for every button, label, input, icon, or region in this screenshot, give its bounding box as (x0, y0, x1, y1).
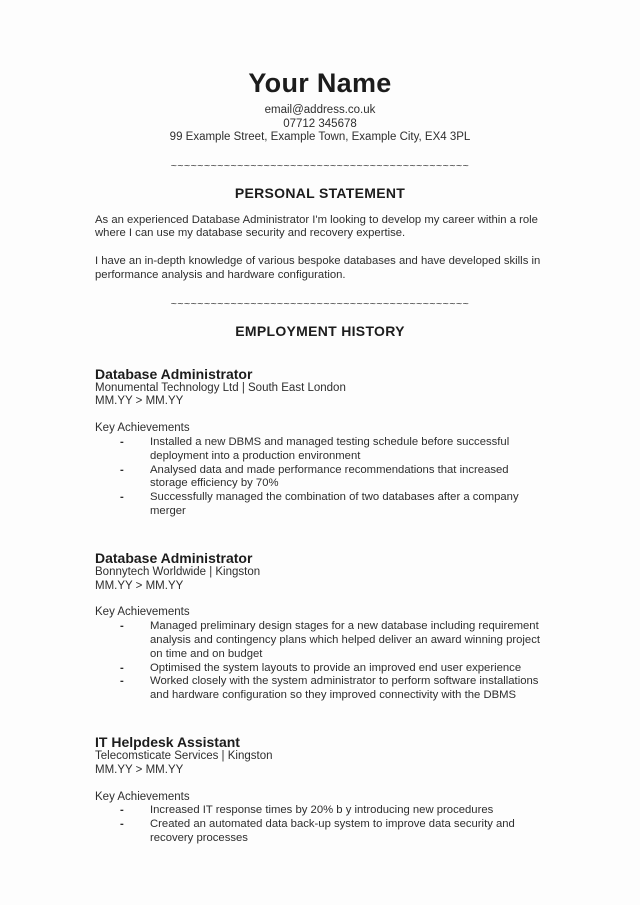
job-title: IT Helpdesk Assistant (95, 734, 240, 751)
achievement-text: Analysed data and made performance recommendations that increased storage efficiency by 70% (150, 463, 509, 490)
achievement-item (120, 620, 545, 661)
phone-number: 07712 345678 (283, 117, 357, 130)
bullet-dash: - (120, 620, 124, 633)
key-achievements-label: Key Achievements (95, 790, 190, 803)
achievement-text: Increased IT response times by 20% b y introducing new procedures (150, 804, 494, 817)
job-dates: MM.YY > MM.YY (95, 395, 184, 408)
achievement-text: Optimised the system layouts to provide an improved end user experience (150, 661, 522, 674)
achievements-list (95, 804, 545, 845)
tilde-separator: ~~~~~~~~~~~~~~~~~~~~~~~~~~~~~~~~~~~~~~~~~~~~~ (170, 159, 470, 172)
achievement-item (120, 662, 545, 676)
employment-history-list (95, 366, 545, 846)
achievement-text: Managed preliminary design stages for a new database including requirement analysis and contingency plans which helped deliver an award winning project on time and on budget (150, 620, 540, 660)
email-address: email@address.co.uk (264, 104, 376, 116)
achievement-item (120, 818, 545, 846)
personal-statement-paragraph: As an experienced Database Administrator I'm looking to develop my career within a role where I can use my database security and recovery expertise. (95, 213, 538, 240)
postal-address: 99 Example Street, Example Town, Example City, EX4 3PL (169, 131, 471, 143)
job-dates: MM.YY > MM.YY (95, 763, 184, 776)
achievement-item (120, 464, 545, 492)
achievement-item (120, 675, 545, 703)
section-heading-personal-statement: PERSONAL STATEMENT (234, 184, 406, 201)
bullet-dash: - (120, 436, 124, 449)
bullet-dash: - (120, 818, 124, 831)
bullet-dash: - (120, 661, 124, 674)
achievement-text: Installed a new DBMS and managed testing schedule before successful deployment into a production environment (150, 436, 510, 462)
achievement-text: Created an automated data back-up system to improve data security and recovery processes (150, 818, 515, 845)
bullet-dash: - (120, 675, 124, 688)
job-company-location: Monumental Technology Ltd | South East London (95, 381, 346, 394)
bullet-dash: - (120, 491, 124, 504)
achievement-item (120, 491, 545, 519)
person-name: Your Name (248, 68, 392, 98)
achievement-text: Worked closely with the system administrator to perform software installations and hardware configuration so they improved connectivity with the DBMS (150, 675, 539, 702)
tilde-separator: ~~~~~~~~~~~~~~~~~~~~~~~~~~~~~~~~~~~~~~~~~~~~~ (170, 297, 470, 310)
job-company-location: Bonnytech Worldwide | Kingston (95, 565, 261, 578)
achievement-item (120, 436, 545, 464)
achievement-text: Successfully managed the combination of two databases after a company merger (150, 491, 519, 518)
section-heading-employment-history: EMPLOYMENT HISTORY (235, 322, 405, 339)
key-achievements-label: Key Achievements (95, 422, 190, 435)
job-entry-2 (95, 550, 545, 703)
job-title: Database Administrator (95, 365, 253, 382)
cv-header (95, 68, 545, 145)
achievements-list (95, 620, 545, 703)
job-dates: MM.YY > MM.YY (95, 579, 184, 592)
achievements-list (95, 436, 545, 519)
bullet-dash: - (120, 804, 124, 817)
job-entry-1 (95, 366, 545, 519)
job-company-location: Telecomsticate Services | Kingston (95, 750, 273, 763)
personal-statement-paragraph: I have an in-depth knowledge of various bespoke databases and have developed skills in performance analysis and hardware configuration. (95, 255, 541, 281)
achievement-item (120, 804, 545, 818)
bullet-dash: - (120, 463, 124, 476)
job-entry-3 (95, 734, 545, 846)
key-achievements-label: Key Achievements (95, 606, 190, 619)
job-title: Database Administrator (95, 549, 253, 566)
